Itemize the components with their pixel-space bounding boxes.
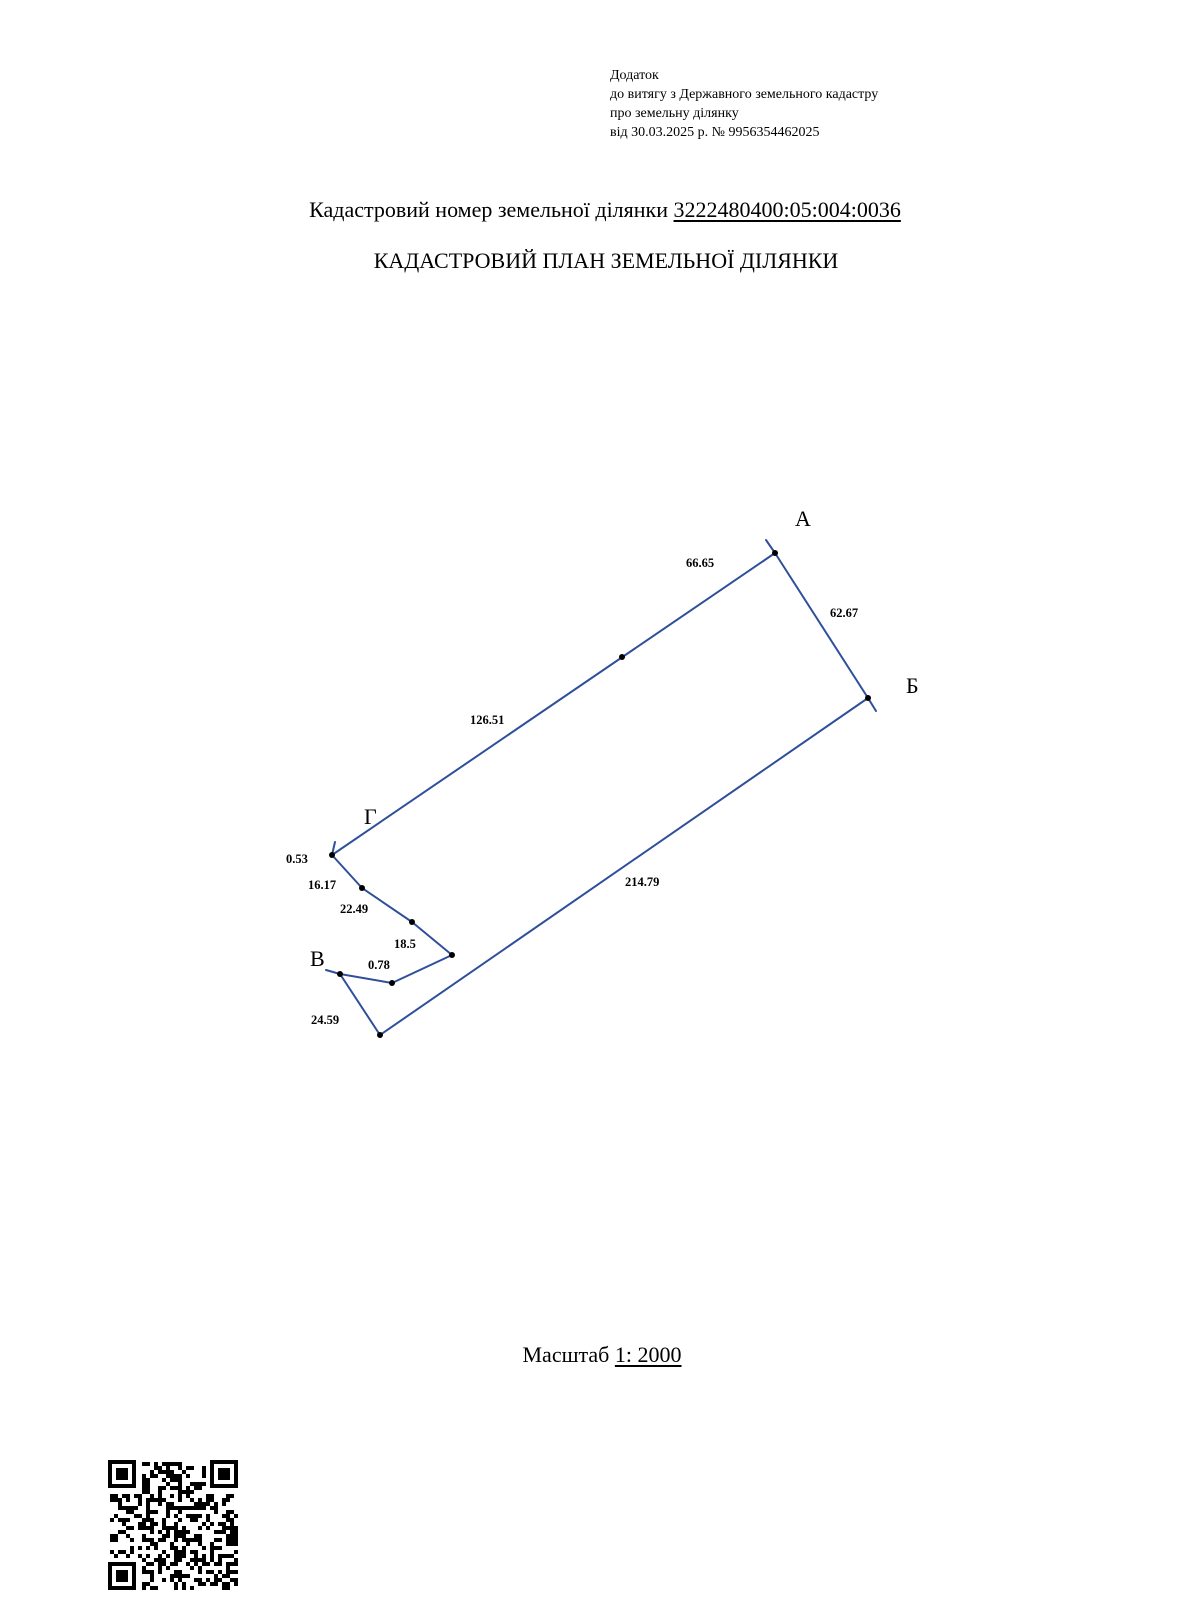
corner-label-b: Б <box>906 673 919 698</box>
boundary-point <box>772 550 778 556</box>
segment-length-label: 0.78 <box>368 958 390 972</box>
segment-length-label: 214.79 <box>625 875 660 889</box>
corner-label-v: В <box>310 946 325 971</box>
segment-length-label: 16.17 <box>308 878 337 892</box>
note-line-extract: до витягу з Державного земельного кадастру <box>610 87 879 102</box>
boundary-point <box>449 952 455 958</box>
segment-length-label: 126.51 <box>470 713 505 727</box>
boundary-point <box>377 1032 383 1038</box>
boundary-point <box>337 971 343 977</box>
cadastral-number-label: Кадастровий номер земельної ділянки <box>309 197 669 222</box>
scale-value: 1: 2000 <box>614 1342 682 1367</box>
cadastral-number-value: 3222480400:05:004:0036 <box>673 197 901 222</box>
boundary-point <box>329 852 335 858</box>
segment-length-label: 66.65 <box>686 556 715 570</box>
segment-length-label: 24.59 <box>311 1013 340 1027</box>
scale-label: Масштаб <box>522 1342 610 1367</box>
boundary-point <box>389 980 395 986</box>
boundary-point <box>359 885 365 891</box>
note-line-date-number: від 30.03.2025 р. № 9956354462025 <box>610 125 820 140</box>
boundary-point <box>619 654 625 660</box>
corner-label-a: А <box>795 506 811 531</box>
parcel-boundary <box>332 553 868 1035</box>
map-scale <box>0 1342 1200 1368</box>
segment-length-label: 0.53 <box>286 852 308 866</box>
segment-length-label: 62.67 <box>830 606 859 620</box>
segment-length-label: 18.5 <box>394 937 416 951</box>
qr-code-icon <box>108 1460 238 1590</box>
boundary-point <box>865 695 871 701</box>
plan-title: КАДАСТРОВИЙ ПЛАН ЗЕМЕЛЬНОЇ ДІЛЯНКИ <box>373 248 839 273</box>
note-line-parcel: про земельну ділянку <box>610 106 739 121</box>
corner-label-g: Г <box>364 804 377 829</box>
boundary-point <box>409 919 415 925</box>
segment-length-label: 22.49 <box>340 902 369 916</box>
note-line-appendix: Додаток <box>610 68 659 83</box>
